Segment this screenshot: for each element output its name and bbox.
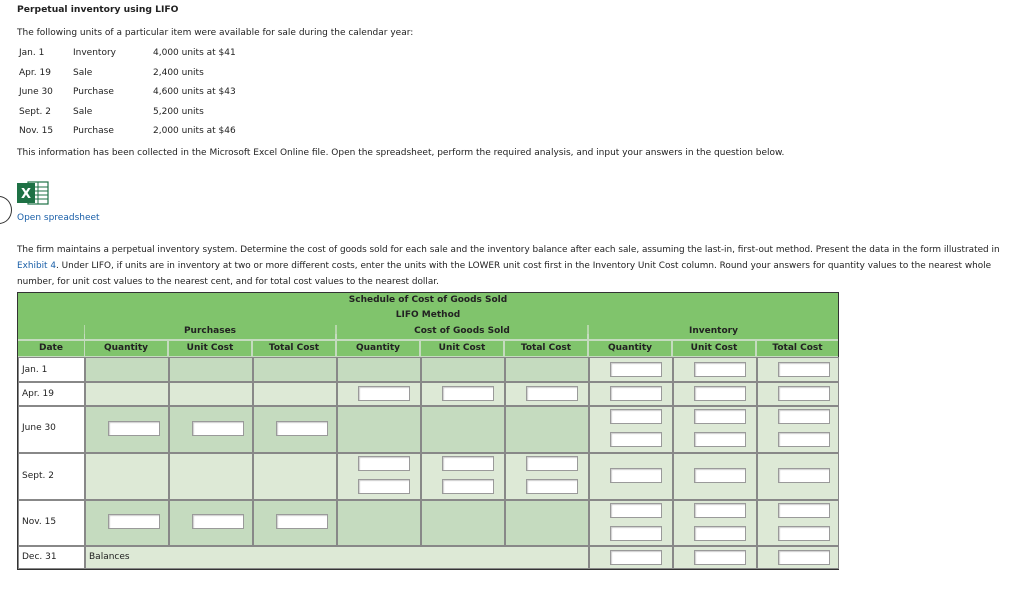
table-cell [337,500,421,546]
table-cell [253,357,337,382]
col-header-purchase-unit-cost: Unit Cost [169,341,251,356]
col-header-inventory-quantity: Quantity [589,341,671,356]
june30-inventory-unit-cost-input-2[interactable] [694,432,746,447]
table-cell [505,500,589,546]
table-cell [169,382,253,406]
apr19-cogs-unit-cost-input[interactable] [442,386,494,401]
item-description: 4,600 units at $43 [153,87,236,97]
item-description: 5,200 units [153,106,204,117]
nov15-purchase-unit-cost-input[interactable] [192,514,244,529]
june30-purchase-quantity-input[interactable] [108,421,160,436]
row-date-apr19: Apr. 19 [18,382,85,406]
jan1-inventory-quantity-input[interactable] [610,362,662,377]
sept2-cogs-total-cost-input-1[interactable] [526,456,578,471]
nov15-inventory-unit-cost-input-1[interactable] [694,503,746,518]
apr19-cogs-total-cost-input[interactable] [526,386,578,401]
group-header-cogs: Cost of Goods Sold [337,324,587,339]
row-date-nov15: Nov. 15 [18,500,85,546]
nov15-purchase-total-cost-input[interactable] [276,514,328,529]
schedule-method: LIFO Method [395,310,461,320]
june30-purchase-total-cost-input[interactable] [276,421,328,436]
sept2-cogs-unit-cost-input-1[interactable] [442,456,494,471]
table-cell [169,357,253,382]
june30-inventory-quantity-input-1[interactable] [610,409,662,424]
table-cell [505,406,589,453]
nov15-purchase-quantity-input[interactable] [108,514,160,529]
item-date: Apr. 19 [19,67,51,78]
table-cell [85,382,169,406]
row-date-dec31: Dec. 31 [18,546,85,569]
sept2-inventory-total-cost-input[interactable] [778,468,830,483]
item-type: Purchase [73,87,114,97]
excel-icon-letter: X [20,187,32,202]
col-header-purchase-quantity: Quantity [85,341,167,356]
table-cell [505,357,589,382]
table-cell [253,382,337,406]
nov15-inventory-total-cost-input-2[interactable] [778,526,830,541]
balances-cell [85,546,589,569]
row-date-sept2: Sept. 2 [18,453,85,500]
item-date: Jan. 1 [19,48,45,58]
item-type: Purchase [73,126,114,136]
apr19-inventory-unit-cost-input[interactable] [694,386,746,401]
item-description: 4,000 units at $41 [153,48,236,58]
sept2-cogs-quantity-input-1[interactable] [358,456,410,471]
apr19-inventory-quantity-input[interactable] [610,386,662,401]
jan1-inventory-unit-cost-input[interactable] [694,362,746,377]
col-header-purchase-total-cost: Total Cost [253,341,335,356]
nov15-inventory-total-cost-input-1[interactable] [778,503,830,518]
col-header-inventory-unit-cost: Unit Cost [673,341,755,356]
col-header-date: Date [18,341,84,356]
info-text: This information has been collected in the Microsoft Excel Online file. Open the spreadsheet, perform the required analysis, and input your answers in the question below. [17,148,785,158]
item-description: 2,000 units at $46 [153,126,236,136]
table-cell [85,357,169,382]
dec31-balance-quantity-input[interactable] [610,550,662,565]
open-spreadsheet-link[interactable]: Open spreadsheet [17,213,100,223]
table-cell [253,453,337,500]
table-cell [421,406,505,453]
nov15-inventory-quantity-input-2[interactable] [610,526,662,541]
june30-inventory-total-cost-input-1[interactable] [778,409,830,424]
page-title: Perpetual inventory using LIFO [17,4,179,15]
item-type: Inventory [73,48,116,58]
sept2-cogs-total-cost-input-2[interactable] [526,479,578,494]
dec31-balance-total-cost-input[interactable] [778,550,830,565]
group-header-purchases: Purchases [85,324,335,339]
item-type: Sale [73,106,93,117]
balances-label: Balances [89,552,130,562]
schedule-header [18,293,838,325]
row-date-jan1: Jan. 1 [18,357,85,382]
item-type: Sale [73,67,93,78]
col-header-cogs-quantity: Quantity [337,341,419,356]
item-date: Nov. 15 [19,126,54,136]
apr19-inventory-total-cost-input[interactable] [778,386,830,401]
col-header-cogs-total-cost: Total Cost [505,341,587,356]
table-cell [337,406,421,453]
schedule-title: Schedule of Cost of Goods Sold [348,295,508,305]
table-cell [85,453,169,500]
exhibit-link[interactable]: Exhibit 4 [17,260,56,271]
table-cell [421,500,505,546]
col-header-inventory-total-cost: Total Cost [757,341,838,356]
june30-purchase-unit-cost-input[interactable] [192,421,244,436]
item-date: Sept. 2 [19,106,51,117]
nov15-inventory-quantity-input-1[interactable] [610,503,662,518]
col-header-cogs-unit-cost: Unit Cost [421,341,503,356]
table-cell [169,453,253,500]
sept2-inventory-quantity-input[interactable] [610,468,662,483]
item-date: June 30 [19,87,53,97]
table-cell [421,357,505,382]
sept2-cogs-quantity-input-2[interactable] [358,479,410,494]
excel-icon[interactable] [17,180,50,206]
nov15-inventory-unit-cost-input-2[interactable] [694,526,746,541]
june30-inventory-quantity-input-2[interactable] [610,432,662,447]
sept2-inventory-unit-cost-input[interactable] [694,468,746,483]
instructions-paragraph [17,243,1021,290]
june30-inventory-unit-cost-input-1[interactable] [694,409,746,424]
item-description: 2,400 units [153,67,204,78]
row-date-june30: June 30 [18,406,85,453]
instructions-text-1: The firm maintains a perpetual inventory system. Determine the cost of goods sold for each sale and the inventory balance after each sale, assuming the last-in, first-out method. Present the data in the form illustrated in [17,245,1000,255]
instructions-text-2: . Under LIFO, if units are in inventory at two or more different costs, enter the units with the LOWER unit cost first in the Inventory Unit Cost column. Round your answers for quantity values to the nearest whole number, for unit cost values to the nearest cent, and for total cost values to the nearest dollar. [17,260,992,287]
apr19-cogs-quantity-input[interactable] [358,386,410,401]
june30-inventory-total-cost-input-2[interactable] [778,432,830,447]
intro-text: The following units of a particular item were available for sale during the calendar year: [17,28,414,38]
sept2-cogs-unit-cost-input-2[interactable] [442,479,494,494]
dec31-balance-unit-cost-input[interactable] [694,550,746,565]
table-cell [337,357,421,382]
jan1-inventory-total-cost-input[interactable] [778,362,830,377]
radio-indicator [0,196,12,224]
group-header-inventory: Inventory [589,324,838,339]
group-header-blank [18,324,84,339]
